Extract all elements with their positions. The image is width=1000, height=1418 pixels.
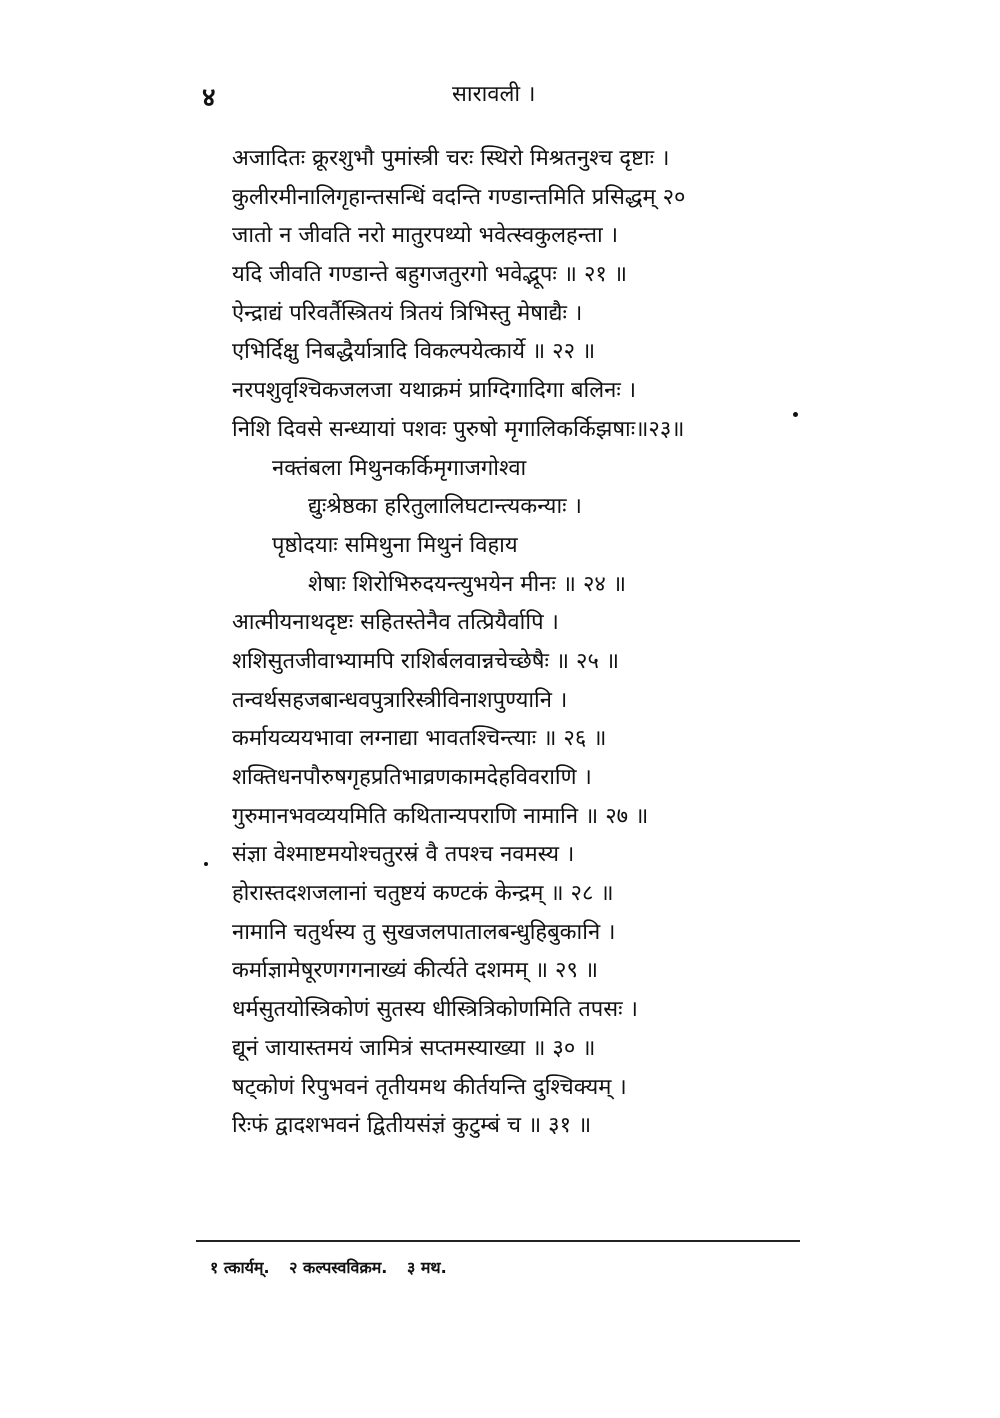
footnotes [210, 1256, 461, 1278]
running-title: सारावली । [452, 82, 536, 107]
verse-line: कर्माज्ञामेषूरणगगनाख्यं कीर्त्यते दशमम् ॥ २९ ॥ [232, 958, 599, 984]
verse-line: कुलीरमीनालिगृहान्तसन्धिं वदन्ति गण्डान्तमिति प्रसिद्धम् २० [232, 184, 686, 210]
verse-line: शेषाः शिरोभिरुदयन्त्युभयेन मीनः ॥ २४ ॥ [308, 571, 627, 597]
verse-line: नामानि चतुर्थस्य तु सुखजलपातालबन्धुहिबुकानि । [232, 919, 616, 945]
footnote: २ कल्पस्वविक्रम. [289, 1258, 388, 1277]
verse-line: धर्मसुतयोस्त्रिकोणं सुतस्य धीस्त्रित्रिकोणमिति तपसः । [232, 997, 638, 1023]
verse-line: जातो न जीवति नरो मातुरपथ्यो भवेत्स्वकुलहन्ता । [232, 223, 619, 249]
verse-line: द्युःश्रेष्ठका हरितुलालिघटान्त्यकन्याः । [308, 494, 582, 520]
verse-line: अजादितः क्रूरशुभौ पुमांस्त्री चरः स्थिरो मिश्रतनुश्च दृष्टाः । [232, 146, 670, 171]
footnote-rule [196, 1240, 800, 1242]
verse-line: होरास्तदशजलानां चतुष्टयं कण्टकं केन्द्रम् ॥ २८ ॥ [232, 881, 614, 907]
verse-line: कर्मायव्ययभावा लग्नाद्या भावतश्चिन्त्याः ॥ २६ ॥ [232, 726, 607, 752]
verse-block [232, 140, 822, 1146]
verse-line: शक्तिधनपौरुषगृहप्रतिभाव्रणकामदेहविवराणि । [232, 765, 592, 790]
verse-line: गुरुमानभवव्ययमिति कथितान्यपराणि नामानि ॥ २७ ॥ [232, 803, 649, 829]
verse-line: ऐन्द्राद्यं परिवर्तैस्त्रितयं त्रितयं त्रिभिस्तु मेषाद्यैः । [232, 300, 583, 326]
verse-line: षट्कोणं रिपुभवनं तृतीयमथ कीर्तयन्ति दुश्चिक्यम् । [232, 1074, 627, 1100]
verse-line: संज्ञा वेश्माष्टमयोश्चतुरस्रं वै तपश्च नवमस्य । [232, 842, 575, 868]
verse-line: रिःफं द्वादशभवनं द्वितीयसंज्ञं कुटुम्बं च ॥ ३१ ॥ [232, 1113, 592, 1139]
footnote: ३ मथ. [406, 1258, 447, 1277]
verse-line: यदि जीवति गण्डान्ते बहुगजतुरगो भवेद्भूपः ॥ २१ ॥ [232, 262, 628, 288]
footnote: १ त्कार्यम्. [210, 1258, 270, 1277]
ink-speck [204, 862, 208, 866]
verse-line: निशि दिवसे सन्ध्यायां पशवः पुरुषो मृगालिकर्किझषाः॥२३॥ [232, 416, 685, 442]
verse-line: पृष्ठोदयाः समिथुना मिथुनं विहाय [272, 532, 518, 558]
verse-line: शशिसुतजीवाभ्यामपि राशिर्बलवान्नचेच्छेषैः ॥ २५ ॥ [232, 648, 620, 674]
verse-line: द्यूनं जायास्तमयं जामित्रं सप्तमस्याख्या ॥ ३० ॥ [232, 1035, 596, 1061]
verse-line: तन्वर्थसहजबान्धवपुत्रारिस्त्रीविनाशपुण्यानि । [232, 687, 568, 713]
verse-line: एभिर्दिक्षु निबद्धैर्यात्रादि विकल्पयेत्कार्ये ॥ २२ ॥ [232, 339, 596, 365]
verse-line: नक्तंबला मिथुनकर्किमृगाजगोश्वा [272, 455, 527, 481]
verse-line: आत्मीयनाथदृष्टः सहितस्तेनैव तत्प्रियैर्वापि । [232, 610, 559, 636]
verse-line: नरपशुवृश्चिकजलजा यथाक्रमं प्राग्दिगादिगा बलिनः । [232, 378, 637, 404]
page-number: ४ [202, 83, 216, 113]
ink-speck [793, 412, 798, 417]
